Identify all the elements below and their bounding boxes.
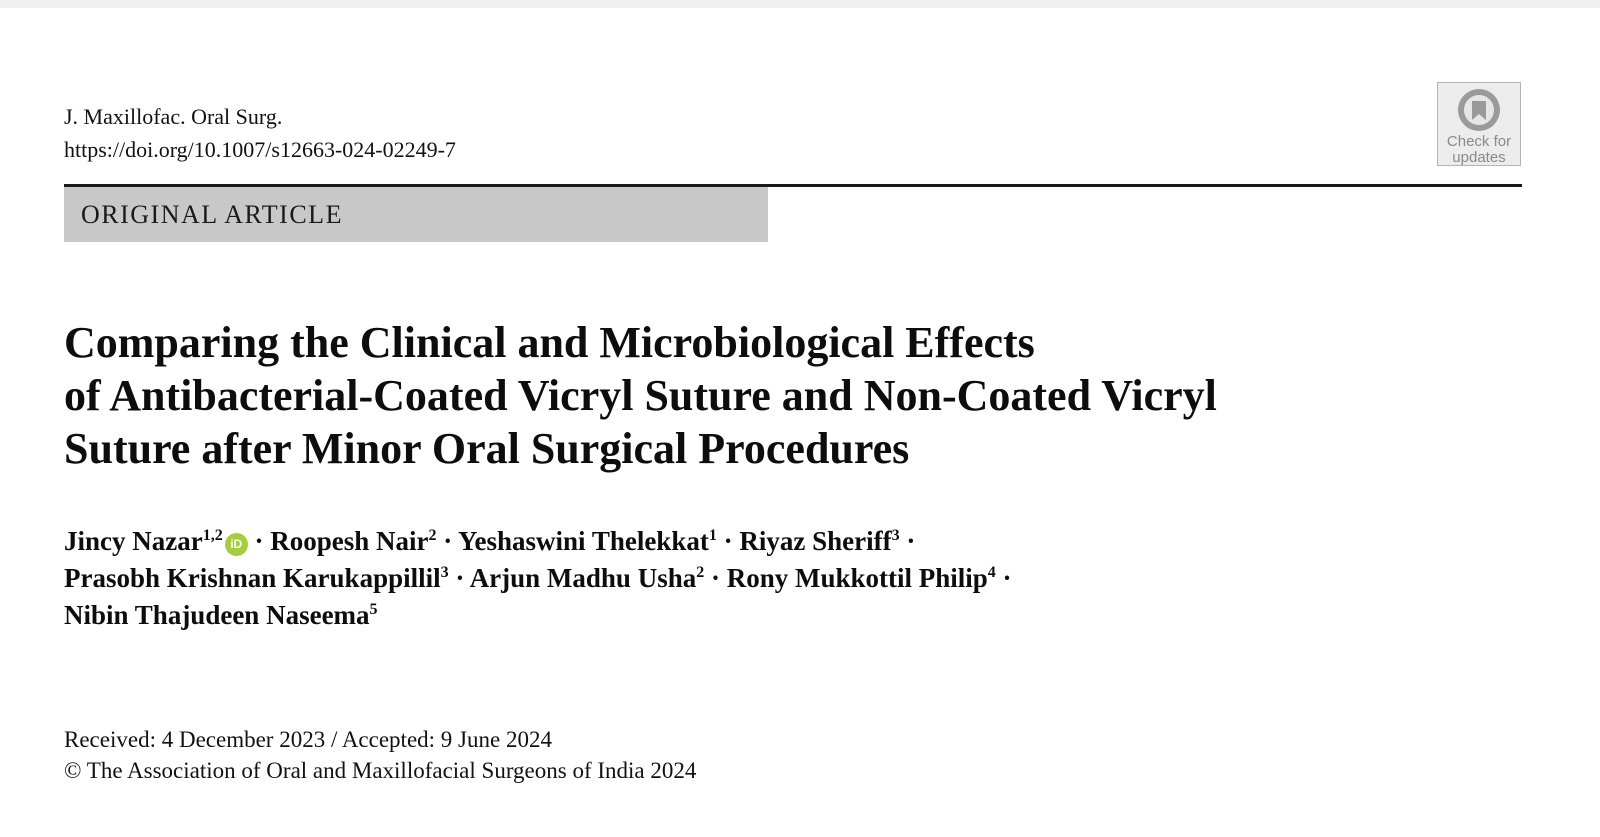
author-separator: · bbox=[1002, 563, 1012, 593]
author-affiliation: 2 bbox=[428, 527, 437, 544]
author-name[interactable]: Yeshaswini Thelekkat bbox=[458, 526, 709, 556]
author-separator: · bbox=[710, 563, 720, 593]
top-bar bbox=[0, 0, 1600, 8]
author-separator: · bbox=[254, 526, 264, 556]
author-name[interactable]: Nibin Thajudeen Naseema bbox=[64, 600, 370, 630]
check-updates-label-line2: updates bbox=[1452, 149, 1506, 166]
article-type-band: ORIGINAL ARTICLE bbox=[64, 187, 768, 242]
author-affiliation: 3 bbox=[891, 527, 900, 544]
article-dates bbox=[64, 724, 696, 786]
author-line-3 bbox=[64, 597, 1444, 634]
author-affiliation: 4 bbox=[987, 564, 996, 581]
check-for-updates-button[interactable] bbox=[1437, 82, 1521, 166]
author-affiliation: 1,2 bbox=[202, 527, 223, 544]
article-title bbox=[64, 316, 1444, 475]
author-line-2 bbox=[64, 560, 1444, 597]
author-name[interactable]: Rony Mukkottil Philip bbox=[726, 563, 988, 593]
author-affiliation: 1 bbox=[708, 527, 717, 544]
author-separator: · bbox=[906, 526, 916, 556]
author-separator: · bbox=[443, 526, 453, 556]
title-line-1: Comparing the Clinical and Microbiological Effects bbox=[64, 318, 1035, 367]
title-line-3: Suture after Minor Oral Surgical Procedures bbox=[64, 424, 910, 473]
author-affiliation: 3 bbox=[440, 564, 449, 581]
received-accepted-dates: Received: 4 December 2023 / Accepted: 9 June 2024 bbox=[64, 727, 552, 752]
author-affiliation: 2 bbox=[696, 564, 705, 581]
author-affiliation: 5 bbox=[369, 601, 378, 618]
check-updates-label-line1: Check for bbox=[1446, 133, 1512, 150]
author-name[interactable]: Roopesh Nair bbox=[270, 526, 429, 556]
journal-info bbox=[64, 100, 456, 166]
author-name[interactable]: Jincy Nazar bbox=[64, 526, 203, 556]
author-name[interactable]: Prasobh Krishnan Karukappillil bbox=[64, 563, 441, 593]
author-name[interactable]: Arjun Madhu Usha bbox=[469, 563, 697, 593]
author-list bbox=[64, 523, 1444, 634]
orcid-icon[interactable]: iD bbox=[225, 533, 248, 556]
author-separator: · bbox=[455, 563, 465, 593]
author-line-1 bbox=[64, 523, 1444, 560]
author-separator: · bbox=[723, 526, 733, 556]
check-updates-icon bbox=[1456, 87, 1502, 133]
copyright-notice: © The Association of Oral and Maxillofacial Surgeons of India 2024 bbox=[64, 758, 697, 783]
journal-name: J. Maxillofac. Oral Surg. bbox=[64, 104, 283, 129]
title-line-2: of Antibacterial-Coated Vicryl Suture and Non-Coated Vicryl bbox=[64, 371, 1217, 420]
author-name[interactable]: Riyaz Sheriff bbox=[739, 526, 892, 556]
doi-link[interactable]: https://doi.org/10.1007/s12663-024-02249-7 bbox=[64, 137, 456, 162]
